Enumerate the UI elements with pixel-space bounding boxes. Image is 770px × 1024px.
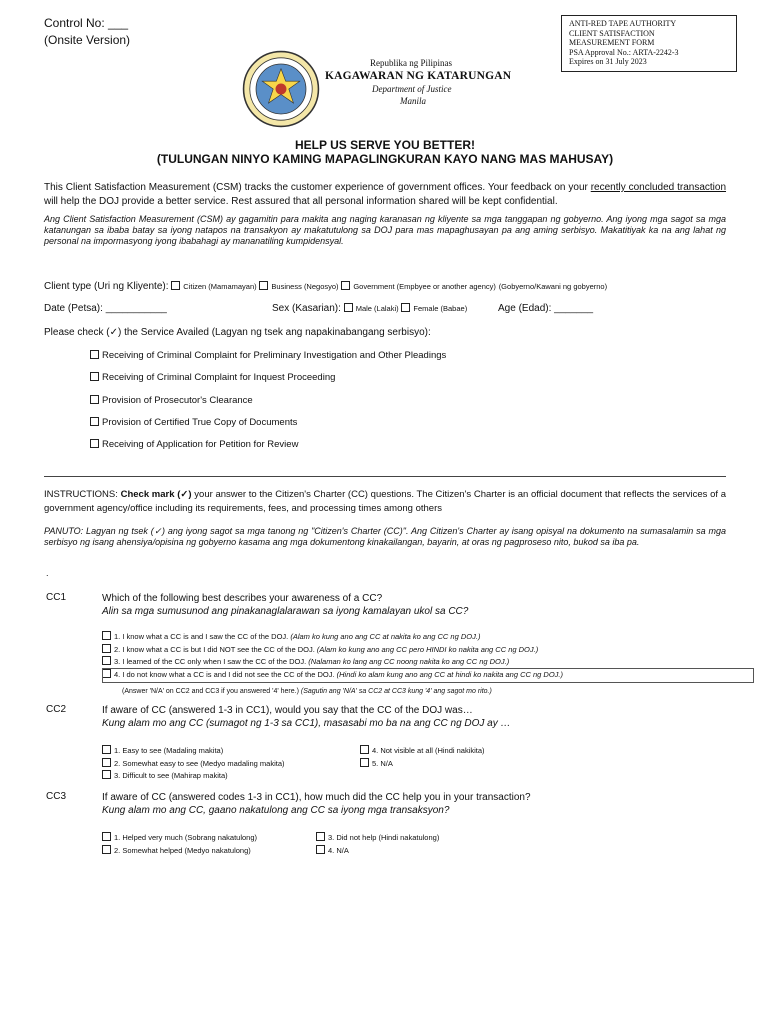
cc1-option-en: 1. I know what a CC is and I saw the CC of the DOJ.: [114, 632, 289, 641]
cc3-option[interactable]: [316, 832, 439, 845]
cc2-option-label: 1. Easy to see (Madaling makita): [114, 746, 224, 755]
cc1-question: [102, 592, 468, 618]
intro-underlined: recently concluded transaction: [590, 182, 727, 193]
section-divider: [44, 476, 726, 477]
cc2-option[interactable]: [102, 745, 285, 758]
stray-dot: .: [46, 568, 49, 578]
instructions-english: [44, 488, 726, 516]
male-label: Male (Lalaki): [355, 304, 399, 313]
cc2-option-label: 2. Somewhat easy to see (Medyo madaling makita): [114, 758, 285, 768]
cc2-checkbox[interactable]: [360, 745, 369, 754]
government-checkbox[interactable]: [341, 281, 350, 290]
cc3-checkbox[interactable]: [102, 832, 111, 841]
cc1-label: CC1: [46, 592, 67, 603]
cc1-option[interactable]: [102, 631, 563, 644]
citizen-checkbox[interactable]: [171, 281, 180, 290]
department-text: Department of Justice: [372, 84, 452, 94]
cc3-option[interactable]: [102, 832, 257, 845]
cc2-label: CC2: [46, 704, 67, 715]
cc2-option[interactable]: [102, 770, 285, 783]
republika-text: Republika ng Pilipinas: [370, 58, 452, 68]
cc1-checkbox[interactable]: [102, 656, 111, 665]
sex-row: [272, 303, 467, 314]
female-checkbox[interactable]: [401, 303, 410, 312]
service-option[interactable]: [90, 350, 446, 361]
service-checkbox[interactable]: [90, 417, 99, 426]
cc3-option-label: 1. Helped very much (Sobrang nakatulong): [114, 833, 257, 842]
check-mark-label: Check mark (✓): [120, 489, 192, 500]
cc1-option-fil: (Alam ko kung ano ang CC pero HINDI ko nakita ang CC ng DOJ.): [316, 644, 539, 654]
cc1-note-en: (Answer 'N/A' on CC2 and CC3 if you answered '4' here.): [122, 688, 299, 695]
intro-text: will help the DOJ provide a better service. Rest assured that all personal information shared will be kept confidential.: [44, 196, 558, 207]
cc2-checkbox[interactable]: [102, 745, 111, 754]
service-option[interactable]: [90, 417, 297, 428]
cc2-option-label: 3. Difficult to see (Mahirap makita): [114, 771, 228, 781]
cc3-option-label: 3. Did not help (Hindi nakatulong): [328, 833, 440, 842]
cc1-note: [122, 688, 492, 695]
business-label: Business (Negosyo): [271, 282, 339, 291]
instructions-text: your answer to the Citizen's Charter (CC) questions. The Citizen's Charter is an official document that reflects the services of a government agency/office including its requirements, fees, and processing times among others: [44, 489, 727, 514]
cc1-question-fil: Alin sa mga sumusunod ang pinakanaglalarawan sa iyong kamalayan ukol sa CC?: [102, 606, 469, 617]
cc2-options-col2: [360, 745, 485, 770]
government-label: Government (Empbyee or another agency): [353, 282, 496, 291]
cc3-option-label: 2. Somewhat helped (Medyo nakatulong): [114, 845, 251, 855]
cc2-option[interactable]: [102, 758, 285, 771]
cc2-option-label: 5. N/A: [372, 758, 393, 768]
cc1-option-en: 4. I do not know what a CC is and I did not see the CC of the DOJ.: [114, 670, 335, 680]
manila-text: Manila: [400, 96, 426, 106]
cc3-checkbox[interactable]: [316, 832, 325, 841]
cc2-checkbox[interactable]: [102, 770, 111, 779]
cc1-note-fil: (Sagutin ang 'N/A' sa CC2 at CC3 kung '4' ang sagot mo rito.): [300, 688, 492, 695]
cc2-option[interactable]: [360, 758, 485, 771]
business-checkbox[interactable]: [259, 281, 268, 290]
service-checkbox[interactable]: [90, 350, 99, 359]
cc3-question-en: If aware of CC (answered codes 1-3 in CC1), how much did the CC help you in your transaction?: [102, 792, 531, 803]
cc1-checkbox[interactable]: [102, 631, 111, 640]
cc3-options-col2: [316, 832, 439, 857]
male-checkbox[interactable]: [344, 303, 353, 312]
cc2-options-col1: [102, 745, 285, 783]
arta-box: [561, 15, 737, 72]
arta-line: CLIENT SATISFACTION: [569, 28, 655, 38]
female-label: Female (Babae): [413, 304, 468, 313]
control-number-block: [44, 15, 130, 49]
service-checkbox[interactable]: [90, 395, 99, 404]
cc2-option-label: 4. Not visible at all (Hindi nakikita): [372, 746, 485, 755]
service-check-prompt: Please check (✓) the Service Availed (Lagyan ng tsek ang napakinabangang serbisyo):: [44, 327, 431, 338]
arta-line: ANTI-RED TAPE AUTHORITY: [569, 19, 677, 28]
intro-text: This Client Satisfaction Measurement (CSM) tracks the customer experience of government offices. Your feedback on your: [44, 182, 591, 193]
cc2-option[interactable]: [360, 745, 485, 758]
cc1-question-en: Which of the following best describes your awareness of a CC?: [102, 593, 383, 604]
doj-seal-logo: [242, 50, 320, 128]
cc3-checkbox[interactable]: [102, 845, 111, 854]
service-option[interactable]: [90, 372, 335, 383]
cc2-checkbox[interactable]: [102, 758, 111, 767]
cc1-option-en: 2. I know what a CC is but I did NOT see the CC of the DOJ.: [114, 644, 315, 654]
cc1-option-fil: (Hindi ko alam kung ano ang CC at hindi ko nakita ang CC ng DOJ.): [336, 670, 564, 680]
age-field[interactable]: Age (Edad): _______: [498, 303, 594, 314]
service-label: Provision of Certified True Copy of Documents: [102, 417, 298, 428]
cc1-checkbox[interactable]: [102, 644, 111, 653]
sex-label: Sex (Kasarian):: [272, 303, 341, 314]
cc2-checkbox[interactable]: [360, 758, 369, 767]
cc3-question-fil: Kung alam mo ang CC, gaano nakatulong ang CC sa iyong mga transaksyon?: [102, 805, 450, 816]
form-subtitle: (TULUNGAN NINYO KAMING MAPAGLINGKURAN KAYO NANG MAS MAHUSAY): [156, 152, 614, 166]
client-type-row: [44, 281, 607, 292]
citizen-label: Citizen (Mamamayan): [183, 282, 257, 291]
arta-line: PSA Approval No.: ARTA-2242-3: [569, 47, 679, 57]
panuto-text: Lagyan ng tsek (✓) ang iyong sagot sa mga tanong ng "Citizen's Charter (CC)". Ang Citizen's Charter ay isang opisyal na dokumento na sumasalamin sa mga serbisyo ng isang ahensiya/opisina ng gobyerno kasama ang mga dokumentong kinakailangan, bayarin, at oras ng pagproseso nito, bukod sa iba pa.: [44, 526, 726, 547]
cc1-option-fil: (Alam ko kung ano ang CC at nakita ko ang CC ng DOJ.): [290, 632, 481, 641]
client-type-label: Client type (Uri ng Kliyente):: [44, 281, 169, 292]
intro-english: [44, 181, 726, 209]
control-number: Control No: ___: [44, 16, 129, 30]
service-label: Receiving of Application for Petition for Review: [102, 439, 299, 450]
cc1-option-en: 3. I learned of the CC only when I saw the CC of the DOJ.: [114, 657, 307, 667]
government-suffix: (Gobyerno/Kawani ng gobyerno): [498, 282, 608, 291]
service-option[interactable]: [90, 439, 298, 450]
instructions-label: INSTRUCTIONS:: [44, 489, 118, 500]
date-field[interactable]: Date (Petsa): ___________: [44, 303, 167, 314]
cc3-option[interactable]: [316, 845, 439, 858]
cc1-option4-outline: [102, 668, 754, 683]
arta-line: Expires on 31 July 2023: [569, 57, 647, 66]
cc2-question-en: If aware of CC (answered 1-3 in CC1), would you say that the CC of the DOJ was…: [102, 705, 473, 716]
cc1-option[interactable]: [102, 644, 563, 657]
cc3-question: [102, 791, 531, 817]
service-label: Provision of Prosecutor's Clearance: [102, 395, 253, 406]
cc3-option-label: 4. N/A: [328, 845, 349, 855]
cc3-checkbox[interactable]: [316, 845, 325, 854]
instructions-filipino: [44, 526, 726, 548]
form-title: HELP US SERVE YOU BETTER!: [294, 138, 476, 152]
cc1-option-fil: (Nalaman ko lang ang CC noong nakita ko ang CC ng DOJ.): [308, 657, 510, 667]
intro-filipino: Ang Client Satisfaction Measurement (CSM) ay gagamitin para makita ang naging karanasan ng kliyente sa mga tanggapan ng gobyerno. Ang iyong mga sagot sa mga katanungan sa ibaba batay sa iyong natapos na transakyon ay makatutulong sa DOJ para mas mapaghusayan pa ang aming serbisyo. Makatitiyak ka na ang lahat ng personal na impormasyong iyong ibabahagi ay mananatiling kumpidensyal.: [44, 214, 726, 246]
cc3-label: CC3: [46, 791, 67, 802]
service-option[interactable]: [90, 395, 253, 406]
service-checkbox[interactable]: [90, 372, 99, 381]
cc3-options-col1: [102, 832, 257, 857]
service-label: Receiving of Criminal Complaint for Inquest Proceeding: [102, 372, 336, 383]
service-checkbox[interactable]: [90, 439, 99, 448]
kagawaran-text: KAGAWARAN NG KATARUNGAN: [325, 70, 512, 82]
cc2-question-fil: Kung alam mo ang CC (sumagot ng 1-3 sa CC1), masasabi mo ba na ang CC ng DOJ ay …: [102, 718, 511, 729]
panuto-label: PANUTO:: [44, 526, 84, 536]
arta-line: MEASUREMENT FORM: [569, 38, 655, 47]
onsite-version: (Onsite Version): [44, 33, 131, 47]
cc3-option[interactable]: [102, 845, 257, 858]
service-label: Receiving of Criminal Complaint for Preliminary Investigation and Other Pleadings: [102, 350, 447, 361]
cc2-question: [102, 704, 511, 730]
